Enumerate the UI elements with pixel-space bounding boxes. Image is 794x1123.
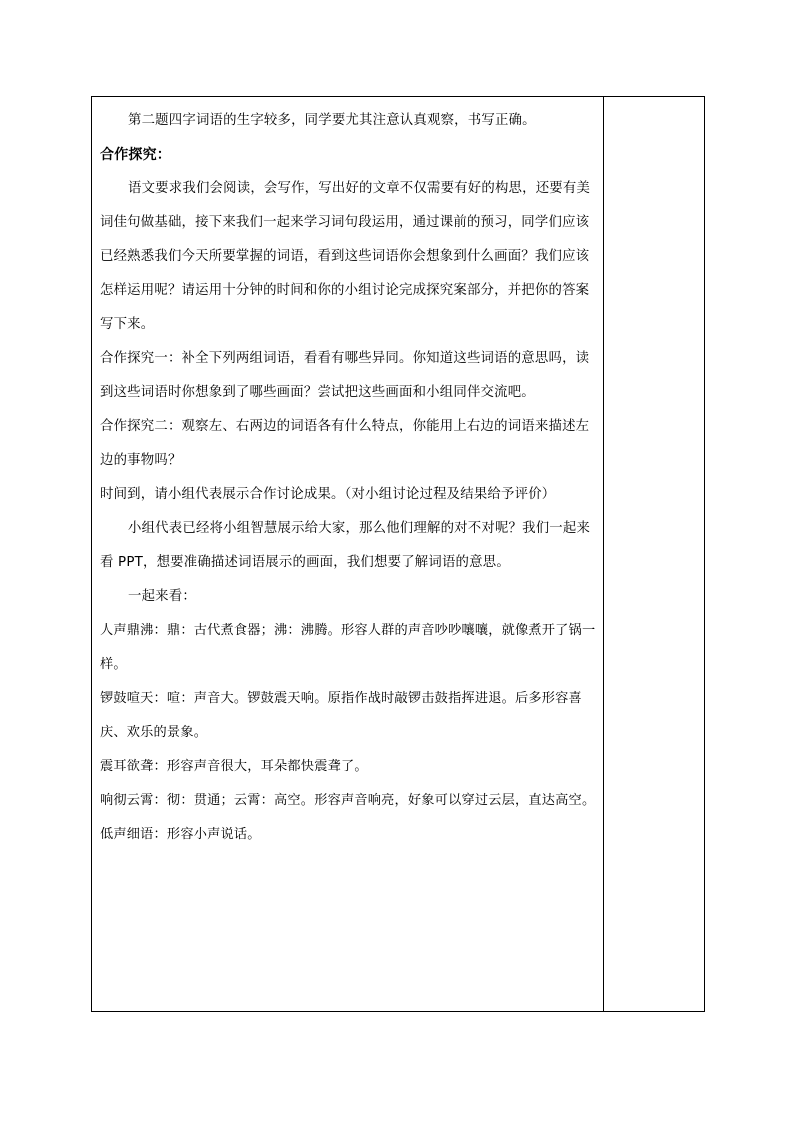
paragraph-inquiry-two: 合作探究二：观察左、右两边的词语各有什么特点，你能用上右边的词语来描述左边的事物吗？ (100, 419, 590, 468)
paragraph-group-display: 小组代表已经将小组智慧展示给大家，那么他们理解的对不对呢？我们一起来看 PPT，想要准确描述词语展示的画面，我们想要了解词语的意思。 (100, 521, 591, 570)
term-luoguxuantian: 锣鼓喧天：喧：声音大。锣鼓震天响。原指作战时敲锣击鼓指挥进退。后多形容喜庆、欢乐的景象。 (100, 691, 582, 740)
paragraph-intro: 语文要求我们会阅读，会写作，写出好的文章不仅需要有好的构思，还要有美词佳句做基础，接下来我们一起来学习词句段运用，通过课前的预习，同学们应该已经熟悉我们今天所要掌握的词语，看到这些词语你会想象到什么画面？我们应该怎样运用呢？请运用十分钟的时间和你的小组讨论完成探究案部分，并把你的答案写下来。 (100, 181, 591, 332)
paragraph-look-together: 一起来看： (128, 589, 196, 604)
term-dishengxiyu: 低声细语：形容小声说话。 (100, 827, 261, 842)
paragraph-inquiry-one: 合作探究一：补全下列两组词语，看看有哪些异同。你知道这些词语的意思吗，读到这些词语时你想象到了哪些画面？尝试把这些画面和小组同伴交流吧。 (100, 351, 590, 400)
section-heading-cooperative-inquiry: 合作探究： (100, 147, 171, 163)
column-divider (603, 97, 604, 1011)
term-xiangcheyunxiao: 响彻云霄：彻：贯通；云霄：高空。形容声音响亮，好象可以穿过云层，直达高空。 (100, 793, 596, 808)
paragraph-time-up: 时间到，请小组代表展示合作讨论成果。（对小组讨论过程及结果给予评价） (100, 487, 556, 502)
term-renshengdingfei: 人声鼎沸：鼎：古代煮食器；沸：沸腾。形容人群的声音吵吵嚷嚷，就像煮开了锅一样。 (100, 623, 596, 672)
term-zheneryulong: 震耳欲聋：形容声音很大，耳朵都快震聋了。 (100, 759, 368, 774)
paragraph-writing-note: 第二题四字词语的生字较多，同学要尤其注意认真观察，书写正确。 (128, 113, 536, 128)
lesson-content (100, 104, 600, 852)
lesson-table (91, 96, 705, 1012)
